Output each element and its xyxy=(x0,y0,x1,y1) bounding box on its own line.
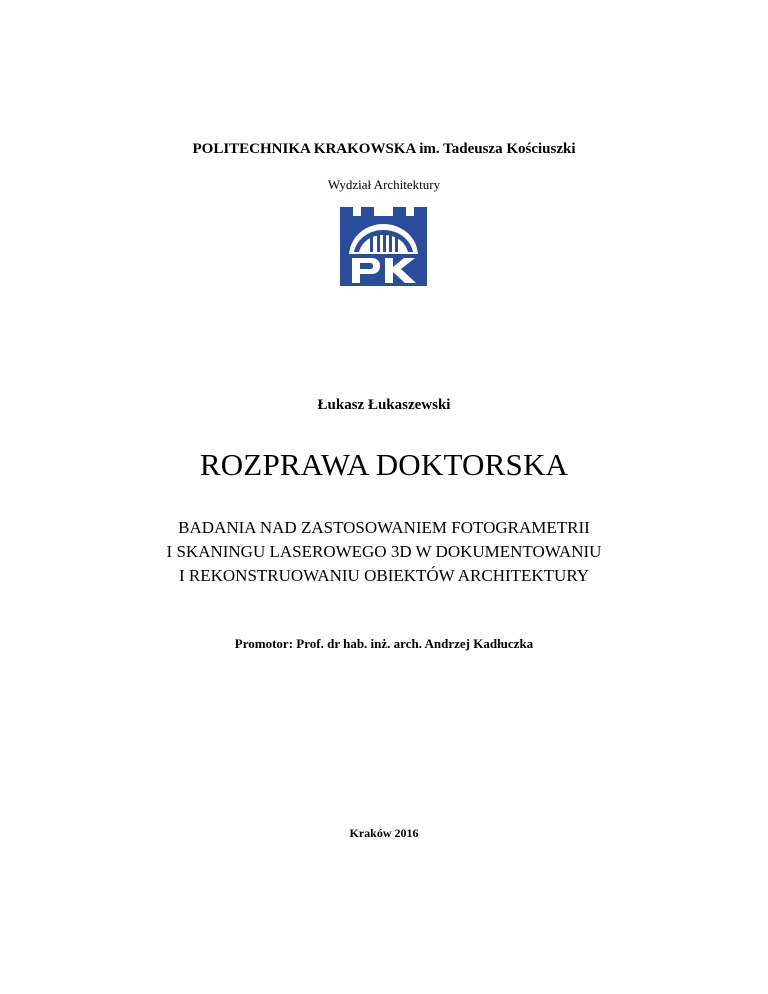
supervisor: Promotor: Prof. dr hab. inż. arch. Andrzej Kadłuczka xyxy=(234,636,534,651)
place-and-year: Kraków 2016 xyxy=(349,826,419,840)
university-name: POLITECHNIKA KRAKOWSKA im. Tadeusza Kościuszki xyxy=(192,141,576,157)
thesis-title-line: I SKANINGU LASEROWEGO 3D W DOKUMENTOWANIU xyxy=(166,542,602,561)
thesis-title xyxy=(0,516,768,588)
thesis-type-heading: ROZPRAWA DOKTORSKA xyxy=(199,447,569,482)
thesis-title-line: I REKONSTRUOWANIU OBIEKTÓW ARCHITEKTURY xyxy=(178,566,590,585)
pk-crest-logo xyxy=(340,207,427,286)
author-name: Łukasz Łukaszewski xyxy=(317,397,451,413)
thesis-title-line: BADANIA NAD ZASTOSOWANIEM FOTOGRAMETRII xyxy=(178,518,590,537)
faculty-name: Wydział Architektury xyxy=(327,177,441,192)
